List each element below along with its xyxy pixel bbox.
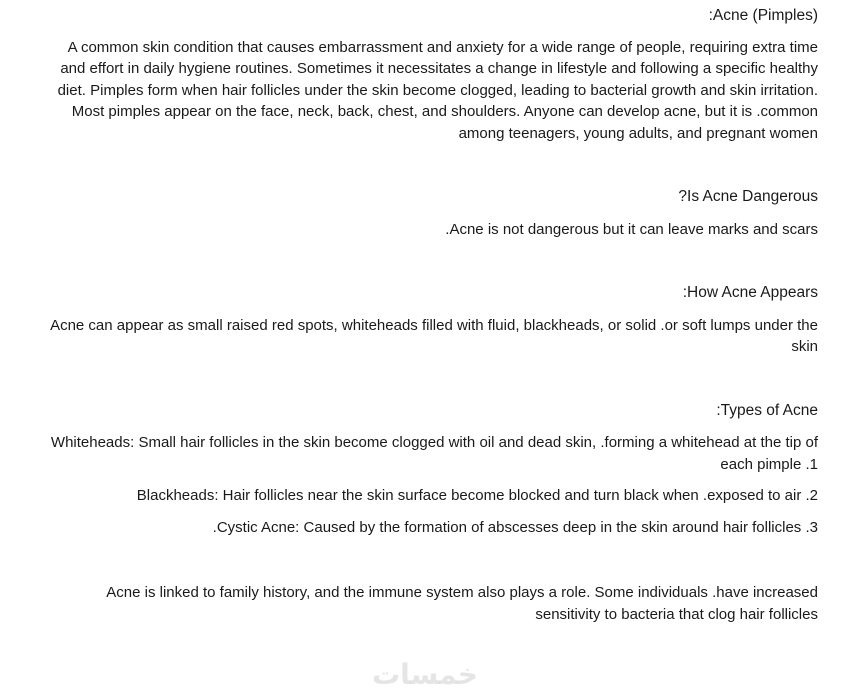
list-item-number: .1 <box>805 455 818 473</box>
page-title: :Acne (Pimples) <box>708 7 818 24</box>
list-item-blackheads <box>40 485 818 507</box>
list-item-cystic <box>40 517 818 539</box>
list-item-number: .2 <box>805 487 818 504</box>
list-item-whiteheads <box>40 432 818 475</box>
list-item-number: .3 <box>805 518 818 536</box>
appears-heading: :How Acne Appears <box>682 284 818 301</box>
list-item-text: Blackheads: Hair follicles near the skin surface become blocked and turn black when .exposed to air <box>136 487 802 504</box>
intro-paragraph: A common skin condition that causes embarrassment and anxiety for a wide range of people, requiring extra time and effort in daily hygiene routines. Sometimes it necessitates a change in lifestyle and following a specific healthy diet. Pimples form when hair follicles under the skin become clogged, leading to bacterial growth and skin irritation. Most pimples appear on the face, neck, back, chest, and shoulders. Anyone can develop acne, but it is .common among teenagers, young adults, and pregnant women <box>57 38 818 142</box>
list-item-text: .Cystic Acne: Caused by the formation of abscesses deep in the skin around hair follicles <box>212 518 802 536</box>
closing-paragraph: Acne is linked to family history, and the immune system also plays a role. Some individuals .have increased sensitivity to bacteria that clog hair follicles <box>106 584 818 623</box>
types-heading: :Types of Acne <box>716 401 818 419</box>
watermark: خمسات <box>372 658 479 691</box>
document-body <box>40 5 818 625</box>
appears-paragraph: Acne can appear as small raised red spots, whiteheads filled with fluid, blackheads, or solid .or soft lumps under the skin <box>50 316 818 355</box>
danger-heading: ?Is Acne Dangerous <box>678 188 818 205</box>
danger-paragraph: .Acne is not dangerous but it can leave marks and scars <box>445 220 818 238</box>
list-item-text: Whiteheads: Small hair follicles in the skin become clogged with oil and dead skin, .forming a whitehead at the tip of each pimple <box>50 434 818 473</box>
